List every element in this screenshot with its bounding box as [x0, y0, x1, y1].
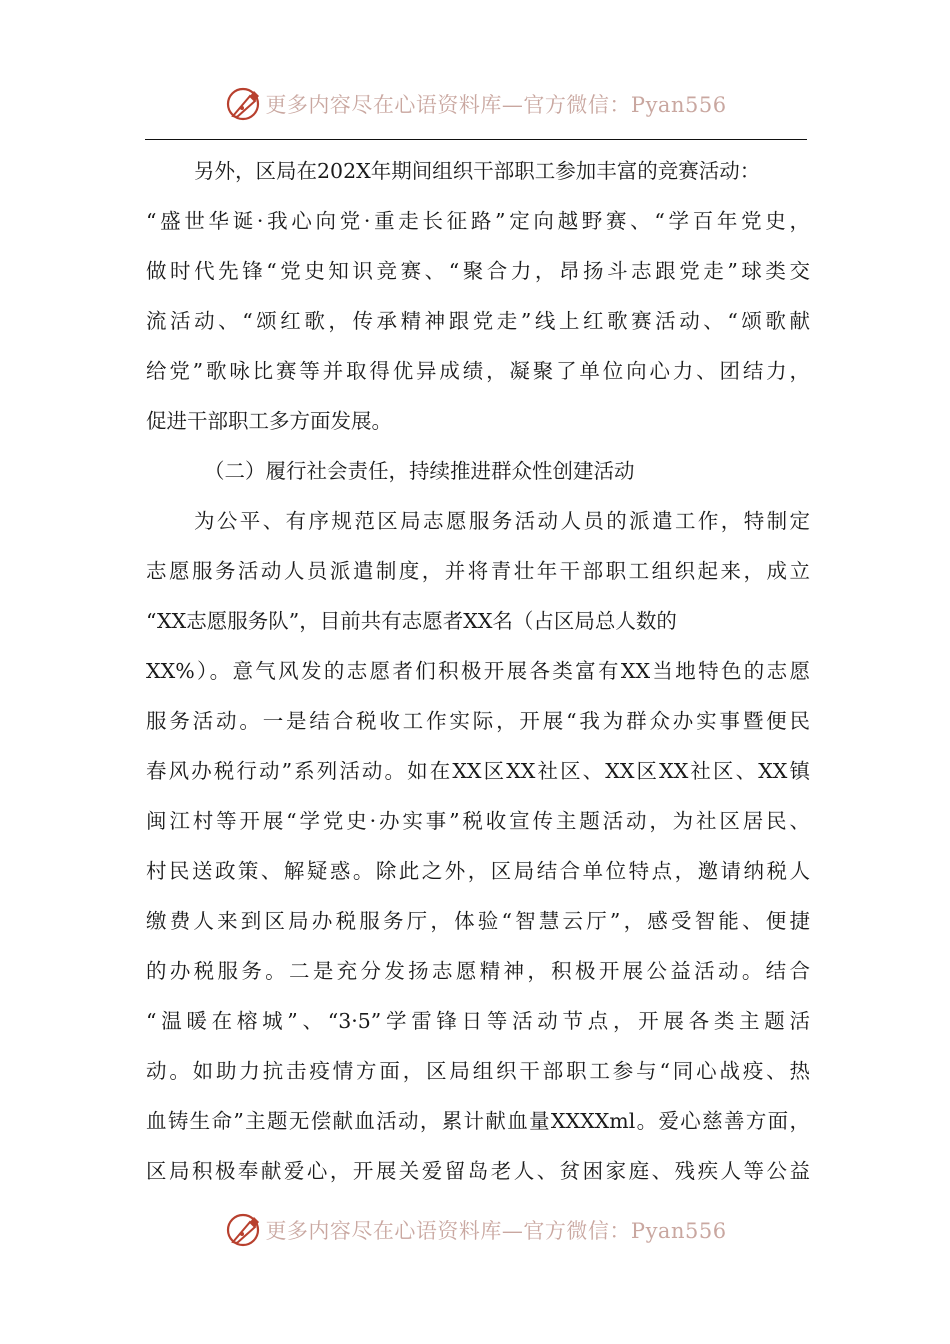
watermark-text: 更多内容尽在心语资料库—官方微信：Pyan556 — [265, 1219, 727, 1243]
paragraph-line: “XX志愿服务队”，目前共有志愿者XX名（占区局总人数的 — [146, 609, 677, 633]
pen-nib-logo-icon — [223, 84, 263, 124]
paragraph-line: 志愿服务活动人员派遣制度，并将青壮年干部职工组织起来，成立 — [146, 559, 810, 583]
body-text — [146, 146, 810, 1196]
section-heading: （二）履行社会责任，持续推进群众性创建活动 — [204, 459, 635, 483]
watermark-header — [0, 82, 950, 126]
pen-nib-logo-icon — [223, 1210, 263, 1250]
paragraph-line: 另外，区局在202X年期间组织干部职工参加丰富的竞赛活动： — [194, 159, 761, 183]
paragraph-line: 动。如助力抗击疫情方面，区局组织干部职工参与“同心战疫、热 — [146, 1059, 810, 1083]
paragraph-line: 闽江村等开展“学党史·办实事”税收宣传主题活动，为社区居民、 — [146, 809, 810, 833]
paragraph-line: 促进干部职工多方面发展。 — [146, 409, 392, 433]
paragraph-line: 做时代先锋“党史知识竞赛、“聚合力，昂扬斗志跟党走”球类交 — [146, 259, 810, 283]
paragraph-line: 区局积极奉献爱心，开展关爱留岛老人、贫困家庭、残疾人等公益 — [146, 1159, 810, 1183]
paragraph-line: 服务活动。一是结合税收工作实际，开展“我为群众办实事暨便民 — [146, 709, 810, 733]
paragraph-line: 流活动、“颂红歌，传承精神跟党走”线上红歌赛活动、“颂歌献 — [146, 309, 810, 333]
watermark-footer — [0, 1208, 950, 1252]
paragraph-line: 血铸生命”主题无偿献血活动，累计献血量XXXXml。爱心慈善方面， — [146, 1109, 810, 1133]
paragraph-line: “温暖在榕城”、“3·5”学雷锋日等活动节点，开展各类主题活 — [146, 1009, 810, 1033]
paragraph-line: “盛世华诞·我心向党·重走长征路”定向越野赛、“学百年党史， — [146, 209, 810, 233]
paragraph-line: 村民送政策、解疑惑。除此之外，区局结合单位特点，邀请纳税人 — [146, 859, 810, 883]
header-divider — [145, 139, 807, 140]
watermark-text: 更多内容尽在心语资料库—官方微信：Pyan556 — [265, 93, 727, 117]
paragraph-line: 春风办税行动”系列活动。如在XX区XX社区、XX区XX社区、XX镇 — [146, 759, 810, 783]
paragraph-line: 缴费人来到区局办税服务厅，体验“智慧云厅”，感受智能、便捷 — [146, 909, 810, 933]
paragraph-line: 为公平、有序规范区局志愿服务活动人员的派遣工作，特制定 — [194, 509, 810, 533]
paragraph-line: XX%）。意气风发的志愿者们积极开展各类富有XX当地特色的志愿 — [146, 659, 810, 683]
paragraph-line: 的办税服务。二是充分发扬志愿精神，积极开展公益活动。结合 — [146, 959, 810, 983]
paragraph-line: 给党”歌咏比赛等并取得优异成绩，凝聚了单位向心力、团结力， — [146, 359, 810, 383]
